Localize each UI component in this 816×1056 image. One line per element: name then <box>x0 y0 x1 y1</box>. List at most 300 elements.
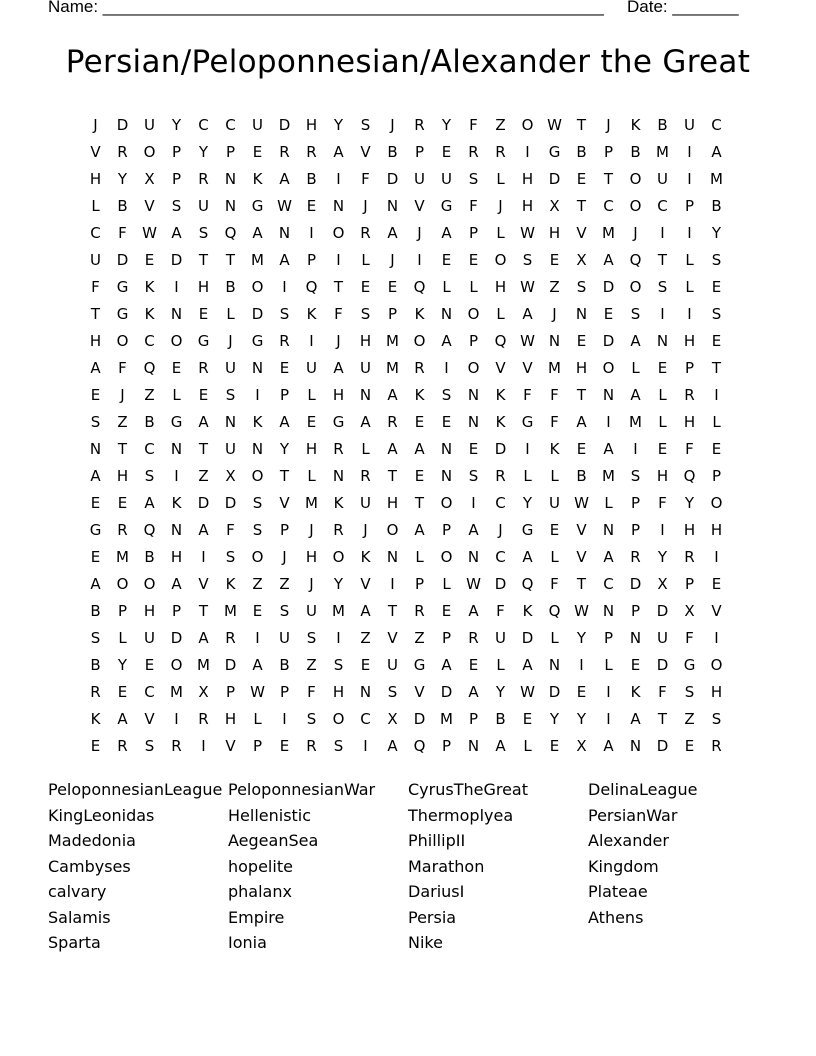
grid-letter: H <box>575 359 588 377</box>
grid-letter: Z <box>279 575 290 593</box>
grid-letter: F <box>658 683 667 701</box>
word-bank-item: PhillipII <box>408 831 466 850</box>
grid-letter: A <box>252 656 263 674</box>
grid-letter: B <box>279 656 290 674</box>
grid-letter: A <box>441 224 452 242</box>
grid-letter: S <box>252 494 263 512</box>
grid-letter: Q <box>224 224 237 242</box>
grid-letter: J <box>120 386 125 404</box>
grid-letter: Y <box>333 575 344 593</box>
grid-letter: O <box>143 143 156 161</box>
grid-letter: I <box>606 710 611 728</box>
grid-letter: A <box>522 656 533 674</box>
grid-letter: N <box>359 386 372 404</box>
grid-letter: B <box>225 278 236 296</box>
grid-letter: D <box>224 494 237 512</box>
grid-letter: K <box>333 494 344 512</box>
grid-letter: M <box>170 683 183 701</box>
grid-letter: S <box>360 305 371 323</box>
grid-letter: H <box>116 467 129 485</box>
grid-letter: O <box>467 359 480 377</box>
grid-letter: O <box>116 332 129 350</box>
grid-letter: N <box>602 386 615 404</box>
grid-letter: Z <box>414 629 425 647</box>
grid-letter: R <box>306 737 317 755</box>
grid-letter: U <box>144 629 155 647</box>
grid-row <box>82 301 730 328</box>
grid-letter: L <box>550 548 559 566</box>
grid-letter: E <box>171 359 182 377</box>
grid-letter: O <box>143 575 156 593</box>
grid-letter: J <box>282 548 287 566</box>
grid-letter: N <box>170 305 183 323</box>
grid-letter: S <box>144 467 155 485</box>
grid-letter: D <box>548 170 561 188</box>
grid-letter: T <box>387 602 398 620</box>
grid-letter: J <box>417 224 422 242</box>
grid-row <box>82 706 730 733</box>
word-bank-item: Kingdom <box>588 856 659 876</box>
grid-letter: Z <box>252 575 263 593</box>
grid-letter: S <box>711 710 722 728</box>
grid-letter: W <box>520 683 535 701</box>
grid-letter: X <box>576 251 587 269</box>
word-search-grid <box>82 112 730 760</box>
grid-letter: H <box>683 521 696 539</box>
grid-letter: P <box>711 467 722 485</box>
grid-letter: J <box>228 332 233 350</box>
grid-letter: W <box>547 116 562 134</box>
grid-letter: E <box>468 440 479 458</box>
grid-letter: M <box>197 656 210 674</box>
grid-letter: N <box>548 656 561 674</box>
grid-letter: R <box>360 224 371 242</box>
grid-letter: B <box>711 197 722 215</box>
grid-letter: E <box>711 575 722 593</box>
grid-letter: T <box>117 440 128 458</box>
grid-letter: E <box>360 656 371 674</box>
grid-letter: P <box>468 710 479 728</box>
grid-letter: S <box>522 251 533 269</box>
grid-letter: O <box>251 278 264 296</box>
grid-letter: G <box>521 521 534 539</box>
word-bank-item: Salamis <box>48 907 111 927</box>
grid-letter: I <box>255 386 260 404</box>
grid-letter: M <box>305 494 318 512</box>
word-bank-item: KingLeonidas <box>48 805 155 825</box>
grid-letter: L <box>253 710 262 728</box>
grid-letter: P <box>171 170 182 188</box>
grid-letter: A <box>90 575 101 593</box>
grid-letter: A <box>441 656 452 674</box>
grid-letter: B <box>630 143 641 161</box>
grid-letter: F <box>523 386 532 404</box>
grid-letter: T <box>657 251 668 269</box>
grid-letter: S <box>171 197 182 215</box>
grid-letter: K <box>144 278 155 296</box>
grid-letter: I <box>471 494 476 512</box>
grid-letter: Y <box>198 143 209 161</box>
grid-letter: K <box>414 305 425 323</box>
grid-letter: M <box>602 224 615 242</box>
word-bank-item: PeloponnesianLeague <box>48 780 223 799</box>
grid-letter: V <box>711 602 722 620</box>
grid-letter: N <box>467 548 480 566</box>
grid-letter: S <box>468 170 479 188</box>
grid-letter: L <box>307 386 316 404</box>
grid-letter: L <box>523 737 532 755</box>
grid-letter: R <box>198 170 209 188</box>
grid-letter: T <box>198 440 209 458</box>
grid-letter: N <box>602 602 615 620</box>
grid-letter: S <box>711 251 722 269</box>
grid-letter: E <box>576 170 587 188</box>
grid-letter: P <box>279 683 290 701</box>
grid-letter: I <box>336 629 341 647</box>
grid-letter: C <box>603 575 614 593</box>
grid-letter: E <box>279 359 290 377</box>
grid-letter: U <box>495 629 506 647</box>
grid-letter: A <box>495 737 506 755</box>
word-bank-item: phalanx <box>228 882 292 901</box>
grid-letter: F <box>361 170 370 188</box>
grid-letter: U <box>414 170 425 188</box>
grid-letter: E <box>630 656 641 674</box>
grid-row <box>82 490 730 517</box>
grid-letter: Y <box>279 440 290 458</box>
grid-letter: E <box>522 710 533 728</box>
grid-letter: I <box>714 386 719 404</box>
grid-letter: E <box>576 332 587 350</box>
grid-letter: R <box>495 467 506 485</box>
grid-row <box>82 652 730 679</box>
grid-letter: N <box>251 359 264 377</box>
grid-letter: A <box>90 467 101 485</box>
word-bank-item: Sparta <box>48 933 101 952</box>
grid-letter: R <box>414 359 425 377</box>
grid-letter: U <box>441 170 452 188</box>
grid-letter: U <box>387 656 398 674</box>
grid-letter: P <box>414 575 425 593</box>
grid-letter: O <box>332 548 345 566</box>
grid-letter: P <box>171 602 182 620</box>
grid-letter: C <box>360 710 371 728</box>
grid-letter: D <box>170 629 183 647</box>
grid-letter: P <box>441 521 452 539</box>
grid-letter: E <box>576 683 587 701</box>
grid-letter: J <box>498 521 503 539</box>
grid-letter: A <box>144 494 155 512</box>
grid-letter: R <box>279 332 290 350</box>
grid-letter: I <box>174 710 179 728</box>
grid-letter: A <box>333 143 344 161</box>
grid-letter: P <box>684 575 695 593</box>
grid-letter: E <box>117 683 128 701</box>
grid-letter: I <box>660 521 665 539</box>
grid-letter: J <box>633 224 638 242</box>
grid-letter: T <box>414 494 425 512</box>
grid-letter: L <box>631 359 640 377</box>
page-title: Persian/Peloponnesian/Alexander the Great <box>65 44 751 80</box>
grid-letter: Y <box>117 170 128 188</box>
grid-letter: U <box>684 116 695 134</box>
grid-letter: L <box>307 467 316 485</box>
grid-letter: X <box>684 602 695 620</box>
grid-letter: Y <box>711 224 722 242</box>
grid-letter: T <box>576 386 587 404</box>
grid-letter: X <box>198 683 209 701</box>
grid-letter: R <box>414 602 425 620</box>
grid-letter: Y <box>576 710 587 728</box>
grid-letter: S <box>630 305 641 323</box>
grid-letter: M <box>548 359 561 377</box>
grid-letter: V <box>225 737 236 755</box>
grid-letter: R <box>684 548 695 566</box>
word-bank-item: hopelite <box>228 856 293 876</box>
grid-letter: E <box>711 278 722 296</box>
grid-letter: V <box>198 575 209 593</box>
grid-letter: R <box>414 116 425 134</box>
grid-letter: P <box>441 737 452 755</box>
grid-letter: Q <box>629 251 642 269</box>
grid-letter: R <box>198 710 209 728</box>
grid-letter: B <box>90 602 101 620</box>
grid-letter: G <box>413 656 426 674</box>
grid-letter: O <box>332 710 345 728</box>
grid-letter: M <box>629 413 642 431</box>
grid-letter: J <box>309 521 314 539</box>
grid-letter: I <box>174 467 179 485</box>
grid-letter: U <box>198 197 209 215</box>
grid-letter: E <box>657 359 668 377</box>
grid-letter: J <box>498 197 503 215</box>
grid-letter: A <box>468 602 479 620</box>
grid-letter: K <box>630 683 641 701</box>
grid-letter: D <box>656 602 669 620</box>
grid-letter: R <box>90 683 101 701</box>
grid-letter: C <box>198 116 209 134</box>
grid-letter: S <box>279 305 290 323</box>
grid-letter: L <box>442 278 451 296</box>
grid-letter: R <box>468 629 479 647</box>
grid-letter: S <box>630 467 641 485</box>
grid-letter: E <box>468 251 479 269</box>
grid-letter: X <box>387 710 398 728</box>
grid-letter: F <box>118 359 127 377</box>
grid-letter: L <box>685 251 694 269</box>
grid-letter: B <box>144 413 155 431</box>
grid-letter: I <box>201 737 206 755</box>
grid-row <box>82 598 730 625</box>
grid-letter: F <box>550 386 559 404</box>
grid-letter: R <box>117 737 128 755</box>
grid-letter: N <box>224 413 237 431</box>
grid-letter: T <box>657 710 668 728</box>
grid-letter: E <box>306 197 317 215</box>
grid-letter: H <box>224 710 237 728</box>
grid-row <box>82 274 730 301</box>
grid-letter: A <box>279 413 290 431</box>
grid-letter: L <box>658 386 667 404</box>
grid-letter: H <box>683 413 696 431</box>
grid-letter: P <box>225 683 236 701</box>
word-bank-item: Hellenistic <box>228 805 312 825</box>
grid-letter: U <box>657 629 668 647</box>
grid-letter: N <box>440 305 453 323</box>
grid-letter: O <box>251 467 264 485</box>
word-bank-item: Athens <box>588 907 644 927</box>
grid-letter: W <box>520 224 535 242</box>
grid-letter: S <box>468 467 479 485</box>
grid-letter: P <box>684 197 695 215</box>
grid-letter: L <box>226 305 235 323</box>
grid-letter: K <box>630 116 641 134</box>
grid-letter: A <box>117 710 128 728</box>
grid-letter: N <box>575 305 588 323</box>
grid-letter: I <box>660 224 665 242</box>
grid-letter: D <box>602 332 615 350</box>
grid-letter: L <box>685 278 694 296</box>
grid-letter: J <box>606 116 611 134</box>
grid-letter: H <box>89 170 102 188</box>
grid-letter: M <box>386 332 399 350</box>
word-bank-item: Alexander <box>588 831 669 850</box>
grid-letter: R <box>279 143 290 161</box>
grid-letter: S <box>306 629 317 647</box>
grid-letter: P <box>225 143 236 161</box>
grid-letter: A <box>387 386 398 404</box>
grid-letter: A <box>414 521 425 539</box>
grid-letter: W <box>520 278 535 296</box>
grid-letter: P <box>630 494 641 512</box>
word-bank-item: CyrusTheGreat <box>408 780 528 799</box>
grid-letter: L <box>496 305 505 323</box>
grid-letter: E <box>549 521 560 539</box>
grid-letter: X <box>225 467 236 485</box>
grid-letter: D <box>251 305 264 323</box>
grid-letter: F <box>469 116 478 134</box>
grid-letter: N <box>467 413 480 431</box>
word-bank-item: Marathon <box>408 856 485 876</box>
grid-letter: N <box>467 737 480 755</box>
grid-row <box>82 193 730 220</box>
word-bank-item: calvary <box>48 882 107 901</box>
grid-letter: D <box>170 251 183 269</box>
grid-row <box>82 382 730 409</box>
grid-letter: X <box>657 575 668 593</box>
grid-letter: H <box>683 332 696 350</box>
grid-letter: V <box>387 629 398 647</box>
grid-letter: V <box>522 359 533 377</box>
grid-letter: T <box>198 602 209 620</box>
grid-letter: V <box>90 143 101 161</box>
grid-letter: H <box>359 332 372 350</box>
grid-letter: S <box>657 278 668 296</box>
grid-letter: E <box>711 440 722 458</box>
date-label: Date: <box>627 0 673 16</box>
name-blank[interactable]: _____________________________________________________ <box>102 0 604 16</box>
grid-letter: B <box>144 548 155 566</box>
grid-letter: I <box>687 170 692 188</box>
grid-letter: S <box>711 305 722 323</box>
grid-letter: J <box>93 116 98 134</box>
grid-letter: E <box>441 143 452 161</box>
grid-letter: W <box>574 602 589 620</box>
grid-letter: G <box>440 197 453 215</box>
date-blank[interactable]: _______ <box>672 0 739 16</box>
grid-letter: S <box>306 710 317 728</box>
grid-letter: S <box>387 683 398 701</box>
grid-letter: D <box>116 251 129 269</box>
grid-letter: I <box>660 305 665 323</box>
grid-row <box>82 571 730 598</box>
grid-letter: D <box>629 575 642 593</box>
grid-letter: H <box>305 548 318 566</box>
grid-letter: Q <box>683 467 696 485</box>
grid-letter: A <box>387 224 398 242</box>
grid-letter: J <box>552 305 557 323</box>
grid-letter: U <box>306 602 317 620</box>
grid-letter: L <box>523 467 532 485</box>
grid-letter: A <box>441 332 452 350</box>
grid-letter: L <box>118 629 127 647</box>
grid-letter: W <box>250 683 265 701</box>
grid-letter: D <box>494 575 507 593</box>
grid-letter: P <box>306 251 317 269</box>
grid-letter: M <box>116 548 129 566</box>
grid-letter: E <box>306 413 317 431</box>
grid-letter: E <box>144 251 155 269</box>
grid-letter: K <box>414 386 425 404</box>
grid-letter: G <box>116 305 129 323</box>
grid-letter: S <box>333 656 344 674</box>
grid-letter: I <box>417 251 422 269</box>
grid-letter: C <box>495 494 506 512</box>
grid-letter: V <box>576 521 587 539</box>
grid-letter: L <box>550 629 559 647</box>
grid-row <box>82 112 730 139</box>
grid-letter: N <box>170 521 183 539</box>
grid-letter: H <box>710 521 723 539</box>
grid-letter: L <box>496 224 505 242</box>
grid-letter: S <box>90 413 101 431</box>
grid-letter: J <box>390 116 395 134</box>
grid-letter: I <box>714 548 719 566</box>
grid-letter: G <box>332 413 345 431</box>
grid-letter: N <box>656 332 669 350</box>
grid-letter: A <box>198 521 209 539</box>
grid-letter: V <box>414 197 425 215</box>
grid-letter: K <box>360 548 371 566</box>
grid-letter: V <box>144 197 155 215</box>
grid-letter: I <box>579 656 584 674</box>
grid-letter: L <box>712 413 721 431</box>
word-bank-item: Empire <box>228 907 285 927</box>
grid-letter: N <box>89 440 102 458</box>
grid-letter: A <box>360 413 371 431</box>
grid-letter: N <box>386 197 399 215</box>
grid-letter: V <box>495 359 506 377</box>
grid-letter: I <box>687 224 692 242</box>
grid-letter: I <box>282 710 287 728</box>
word-bank-item: PersianWar <box>588 805 678 825</box>
grid-letter: F <box>334 305 343 323</box>
grid-letter: T <box>225 251 236 269</box>
grid-letter: E <box>90 494 101 512</box>
grid-letter: O <box>521 116 534 134</box>
grid-letter: T <box>576 197 587 215</box>
grid-letter: B <box>387 143 398 161</box>
